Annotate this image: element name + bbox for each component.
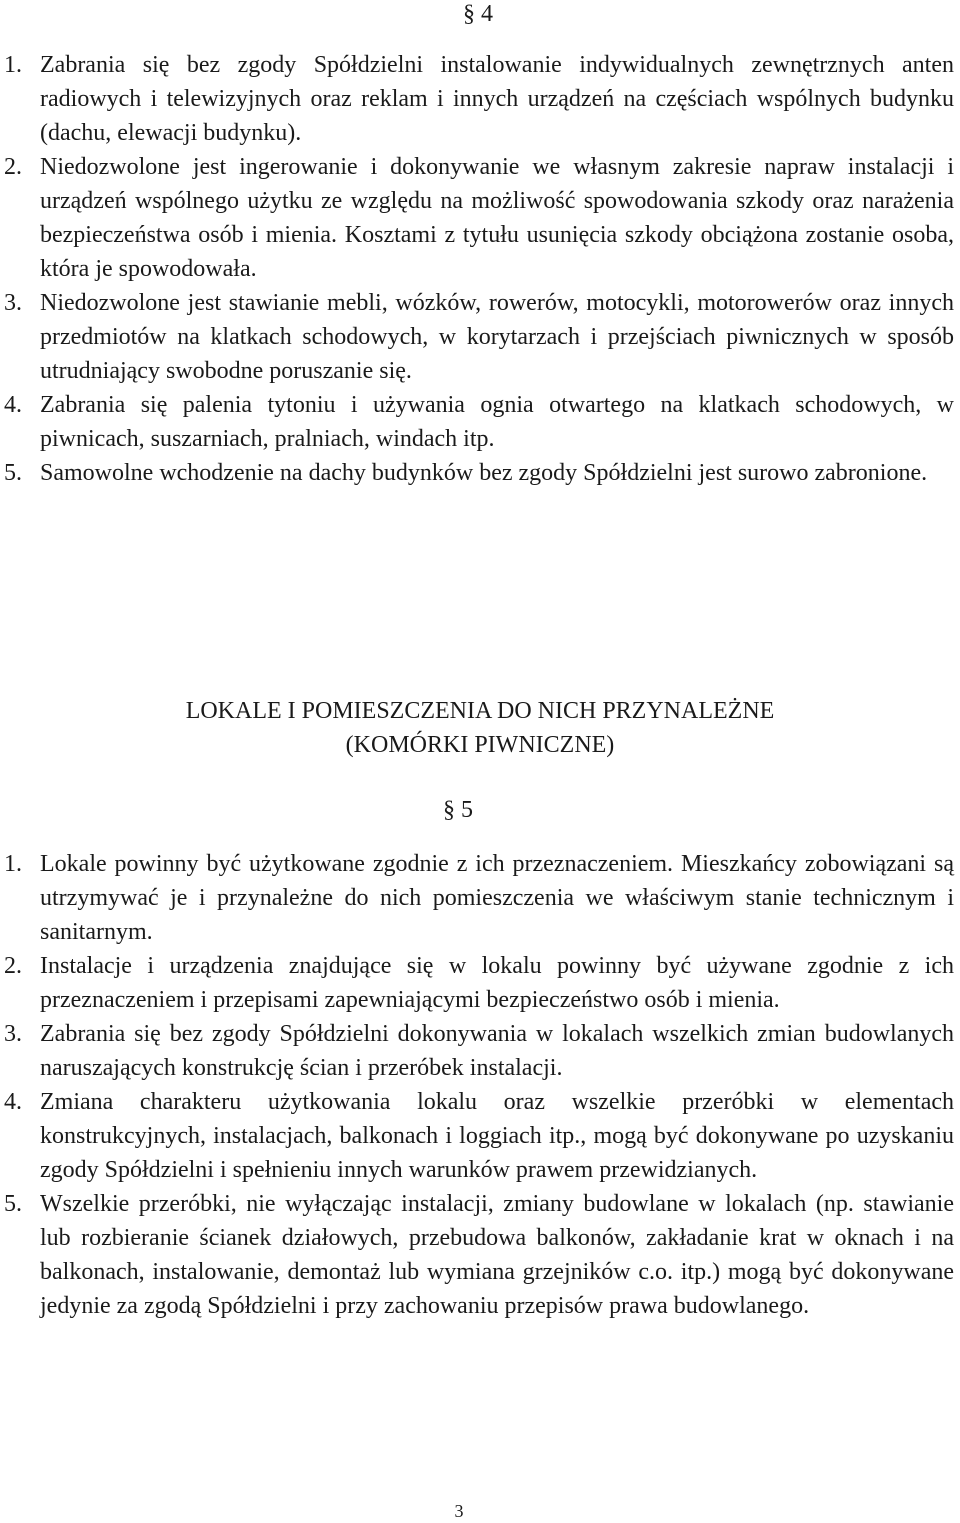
item-number: 3. <box>4 290 22 316</box>
item-text: Lokale powinny być użytkowane zgodnie z ich przeznaczeniem. Mieszkańcy zobowiązani są utrzymywać je i przynależne do nich pomieszczenia we właściwym stanie technicznym i sanitarnym. <box>40 851 954 945</box>
item-number: 5. <box>4 1191 22 1217</box>
heading-line-2: (KOMÓRKI PIWNICZNE) <box>345 732 615 758</box>
item-number: 5. <box>4 460 22 486</box>
list-item <box>0 1187 960 1323</box>
item-number: 4. <box>4 392 22 418</box>
list-item <box>0 150 960 286</box>
page-number: 3 <box>454 1501 464 1521</box>
list-item <box>0 949 960 1017</box>
item-number: 2. <box>4 953 22 979</box>
item-text: Zabrania się bez zgody Spółdzielni dokonywania w lokalach wszelkich zmian budowlanych naruszających konstrukcję ścian i przeróbek instalacji. <box>40 1021 954 1081</box>
item-text: Zabrania się bez zgody Spółdzielni instalowanie indywidualnych zewnętrznych anten radiowych i telewizyjnych oraz reklam i innych urządzeń na częściach wspólnych budynku (dachu, elewacji budynku). <box>40 52 954 146</box>
item-text: Wszelkie przeróbki, nie wyłączając instalacji, zmiany budowlane w lokalach (np. stawianie lub rozbieranie ścianek działowych, przebudowa balkonów, zakładanie krat w oknach i na balkonach, instalowanie, demontaż lub wymiana grzejników c.o. itp.) mogą być dokonywane jedynie za zgodą Spółdzielni i przy zachowaniu przepisów prawa budowlanego. <box>40 1191 954 1319</box>
item-text: Niedozwolone jest stawianie mebli, wózków, rowerów, motocykli, motorowerów oraz innych przedmiotów na klatkach schodowych, w korytarzach i przejściach piwnicznych w sposób utrudniający swobodne poruszanie się. <box>40 290 954 384</box>
list-item <box>0 48 960 150</box>
section-5-mark: § 5 <box>443 797 473 823</box>
section-4-mark: § 4 <box>463 1 493 27</box>
item-number: 2. <box>4 154 22 180</box>
list-item <box>0 1085 960 1187</box>
item-text: Instalacje i urządzenia znajdujące się w lokalu powinny być używane zgodnie z ich przeznaczeniem i przepisami zapewniającymi bezpieczeństwo osób i mienia. <box>40 953 954 1013</box>
item-text: Zabrania się palenia tytoniu i używania ognia otwartego na klatkach schodowych, w piwnicach, suszarniach, pralniach, windach itp. <box>40 392 954 452</box>
item-number: 3. <box>4 1021 22 1047</box>
list-item <box>0 286 960 388</box>
list-item <box>0 847 960 949</box>
item-text: Samowolne wchodzenie na dachy budynków bez zgody Spółdzielni jest surowo zabronione. <box>40 460 928 486</box>
list-item <box>0 1017 960 1085</box>
item-number: 1. <box>4 52 22 78</box>
heading-line-1: LOKALE I POMIESZCZENIA DO NICH PRZYNALEŻNE <box>185 698 775 724</box>
item-number: 4. <box>4 1089 22 1115</box>
section-4-list <box>0 48 960 490</box>
list-item <box>0 456 960 490</box>
item-text: Zmiana charakteru użytkowania lokalu oraz wszelkie przeróbki w elementach konstrukcyjnych, instalacjach, balkonach i loggiach itp., mogą być dokonywane po uzyskaniu zgody Spółdzielni i spełnieniu innych warunków prawem przewidzianych. <box>40 1089 954 1183</box>
item-number: 1. <box>4 851 22 877</box>
section-5-list <box>0 847 960 1323</box>
list-item <box>0 388 960 456</box>
item-text: Niedozwolone jest ingerowanie i dokonywanie we własnym zakresie napraw instalacji i urządzeń wspólnego użytku ze względu na możliwość spowodowania szkody oraz narażenia bezpieczeństwa osób i mienia. Kosztami z tytułu usunięcia szkody obciążona zostanie osoba, która je spowodowała. <box>40 154 954 282</box>
section-heading <box>0 694 960 762</box>
